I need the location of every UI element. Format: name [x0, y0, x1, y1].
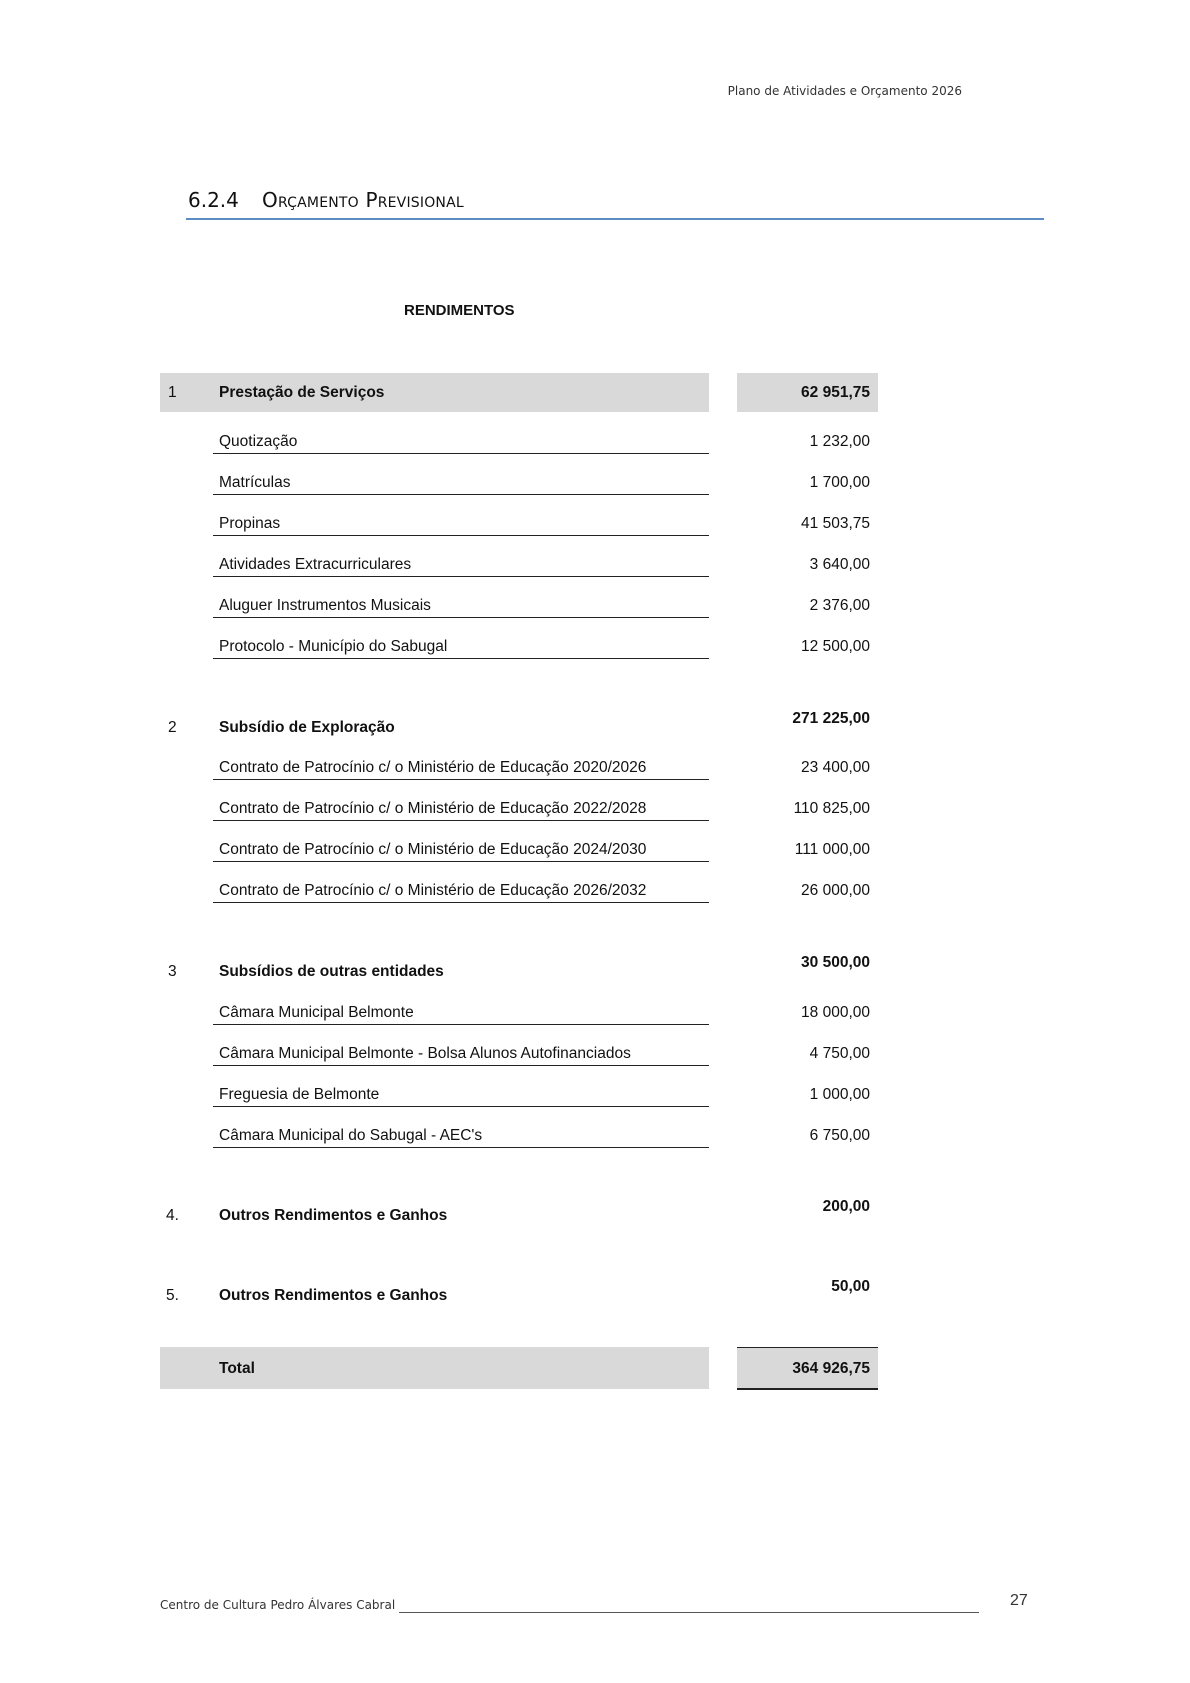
item-value: 1 000,00 [809, 1086, 870, 1103]
group-number: 3 [168, 963, 177, 980]
list-item [213, 1044, 709, 1066]
item-value: 1 700,00 [809, 474, 870, 491]
group-total: 200,00 [822, 1198, 870, 1215]
group-total: 50,00 [831, 1278, 870, 1295]
item-label: Atividades Extracurriculares [219, 556, 412, 573]
footer-rule [399, 1612, 979, 1613]
group-number: 2 [168, 719, 177, 736]
running-header: Plano de Atividades e Orçamento 2026 [727, 84, 962, 98]
item-value: 110 825,00 [793, 800, 870, 817]
item-label: Câmara Municipal do Sabugal - AEC's [219, 1127, 483, 1144]
item-value: 111 000,00 [794, 841, 870, 858]
total-value: 364 926,75 [792, 1360, 870, 1377]
item-label: Câmara Municipal Belmonte - Bolsa Alunos Autofinanciados [219, 1045, 631, 1062]
footer-organization: Centro de Cultura Pedro Álvares Cabral [160, 1598, 396, 1612]
item-label: Propinas [219, 515, 281, 532]
table-title: RENDIMENTOS [404, 302, 515, 319]
group-number: 5. [166, 1287, 179, 1304]
list-item [213, 1003, 709, 1025]
section-heading [186, 188, 1044, 220]
list-item [213, 881, 709, 903]
list-item [213, 1085, 709, 1107]
item-value: 1 232,00 [809, 433, 870, 450]
item-value: 26 000,00 [801, 882, 870, 899]
item-label: Aluguer Instrumentos Musicais [219, 597, 431, 614]
list-item [213, 514, 709, 536]
item-label: Câmara Municipal Belmonte [219, 1004, 414, 1021]
group-label: Outros Rendimentos e Ganhos [219, 1207, 448, 1224]
item-value: 41 503,75 [801, 515, 870, 532]
list-item [213, 799, 709, 821]
group-total: 271 225,00 [792, 710, 870, 727]
item-value: 6 750,00 [809, 1127, 870, 1144]
group-total: 30 500,00 [801, 954, 870, 971]
group-total: 62 951,75 [801, 384, 870, 401]
list-item [213, 758, 709, 780]
list-item [213, 432, 709, 454]
item-value: 3 640,00 [809, 556, 870, 573]
item-label: Protocolo - Município do Sabugal [219, 638, 448, 655]
item-value: 23 400,00 [801, 759, 870, 776]
total-label: Total [219, 1360, 255, 1377]
page-number: 27 [1010, 1592, 1028, 1609]
group-label: Subsídios de outras entidades [219, 963, 444, 980]
group-label: Subsídio de Exploração [219, 719, 395, 736]
item-value: 2 376,00 [809, 597, 870, 614]
item-value: 18 000,00 [801, 1004, 870, 1021]
item-value: 12 500,00 [801, 638, 870, 655]
group-label: Outros Rendimentos e Ganhos [219, 1287, 448, 1304]
item-value: 4 750,00 [809, 1045, 870, 1062]
item-label: Contrato de Patrocínio c/ o Ministério de Educação 2026/2032 [219, 882, 647, 899]
list-item [213, 596, 709, 618]
group-number: 1 [168, 384, 177, 401]
list-item [213, 840, 709, 862]
item-label: Contrato de Patrocínio c/ o Ministério de Educação 2020/2026 [219, 759, 647, 776]
item-label: Contrato de Patrocínio c/ o Ministério de Educação 2024/2030 [219, 841, 647, 858]
item-label: Quotização [219, 433, 298, 450]
item-label: Freguesia de Belmonte [219, 1086, 380, 1103]
section-number: 6.2.4 [188, 188, 239, 212]
item-label: Contrato de Patrocínio c/ o Ministério de Educação 2022/2028 [219, 800, 647, 817]
section-title: Orçamento Previsional [262, 188, 464, 212]
list-item [213, 637, 709, 659]
group-label: Prestação de Serviços [219, 384, 385, 401]
list-item [213, 555, 709, 577]
list-item [213, 473, 709, 495]
item-label: Matrículas [219, 474, 291, 491]
group-number: 4. [166, 1207, 179, 1224]
list-item [213, 1126, 709, 1148]
